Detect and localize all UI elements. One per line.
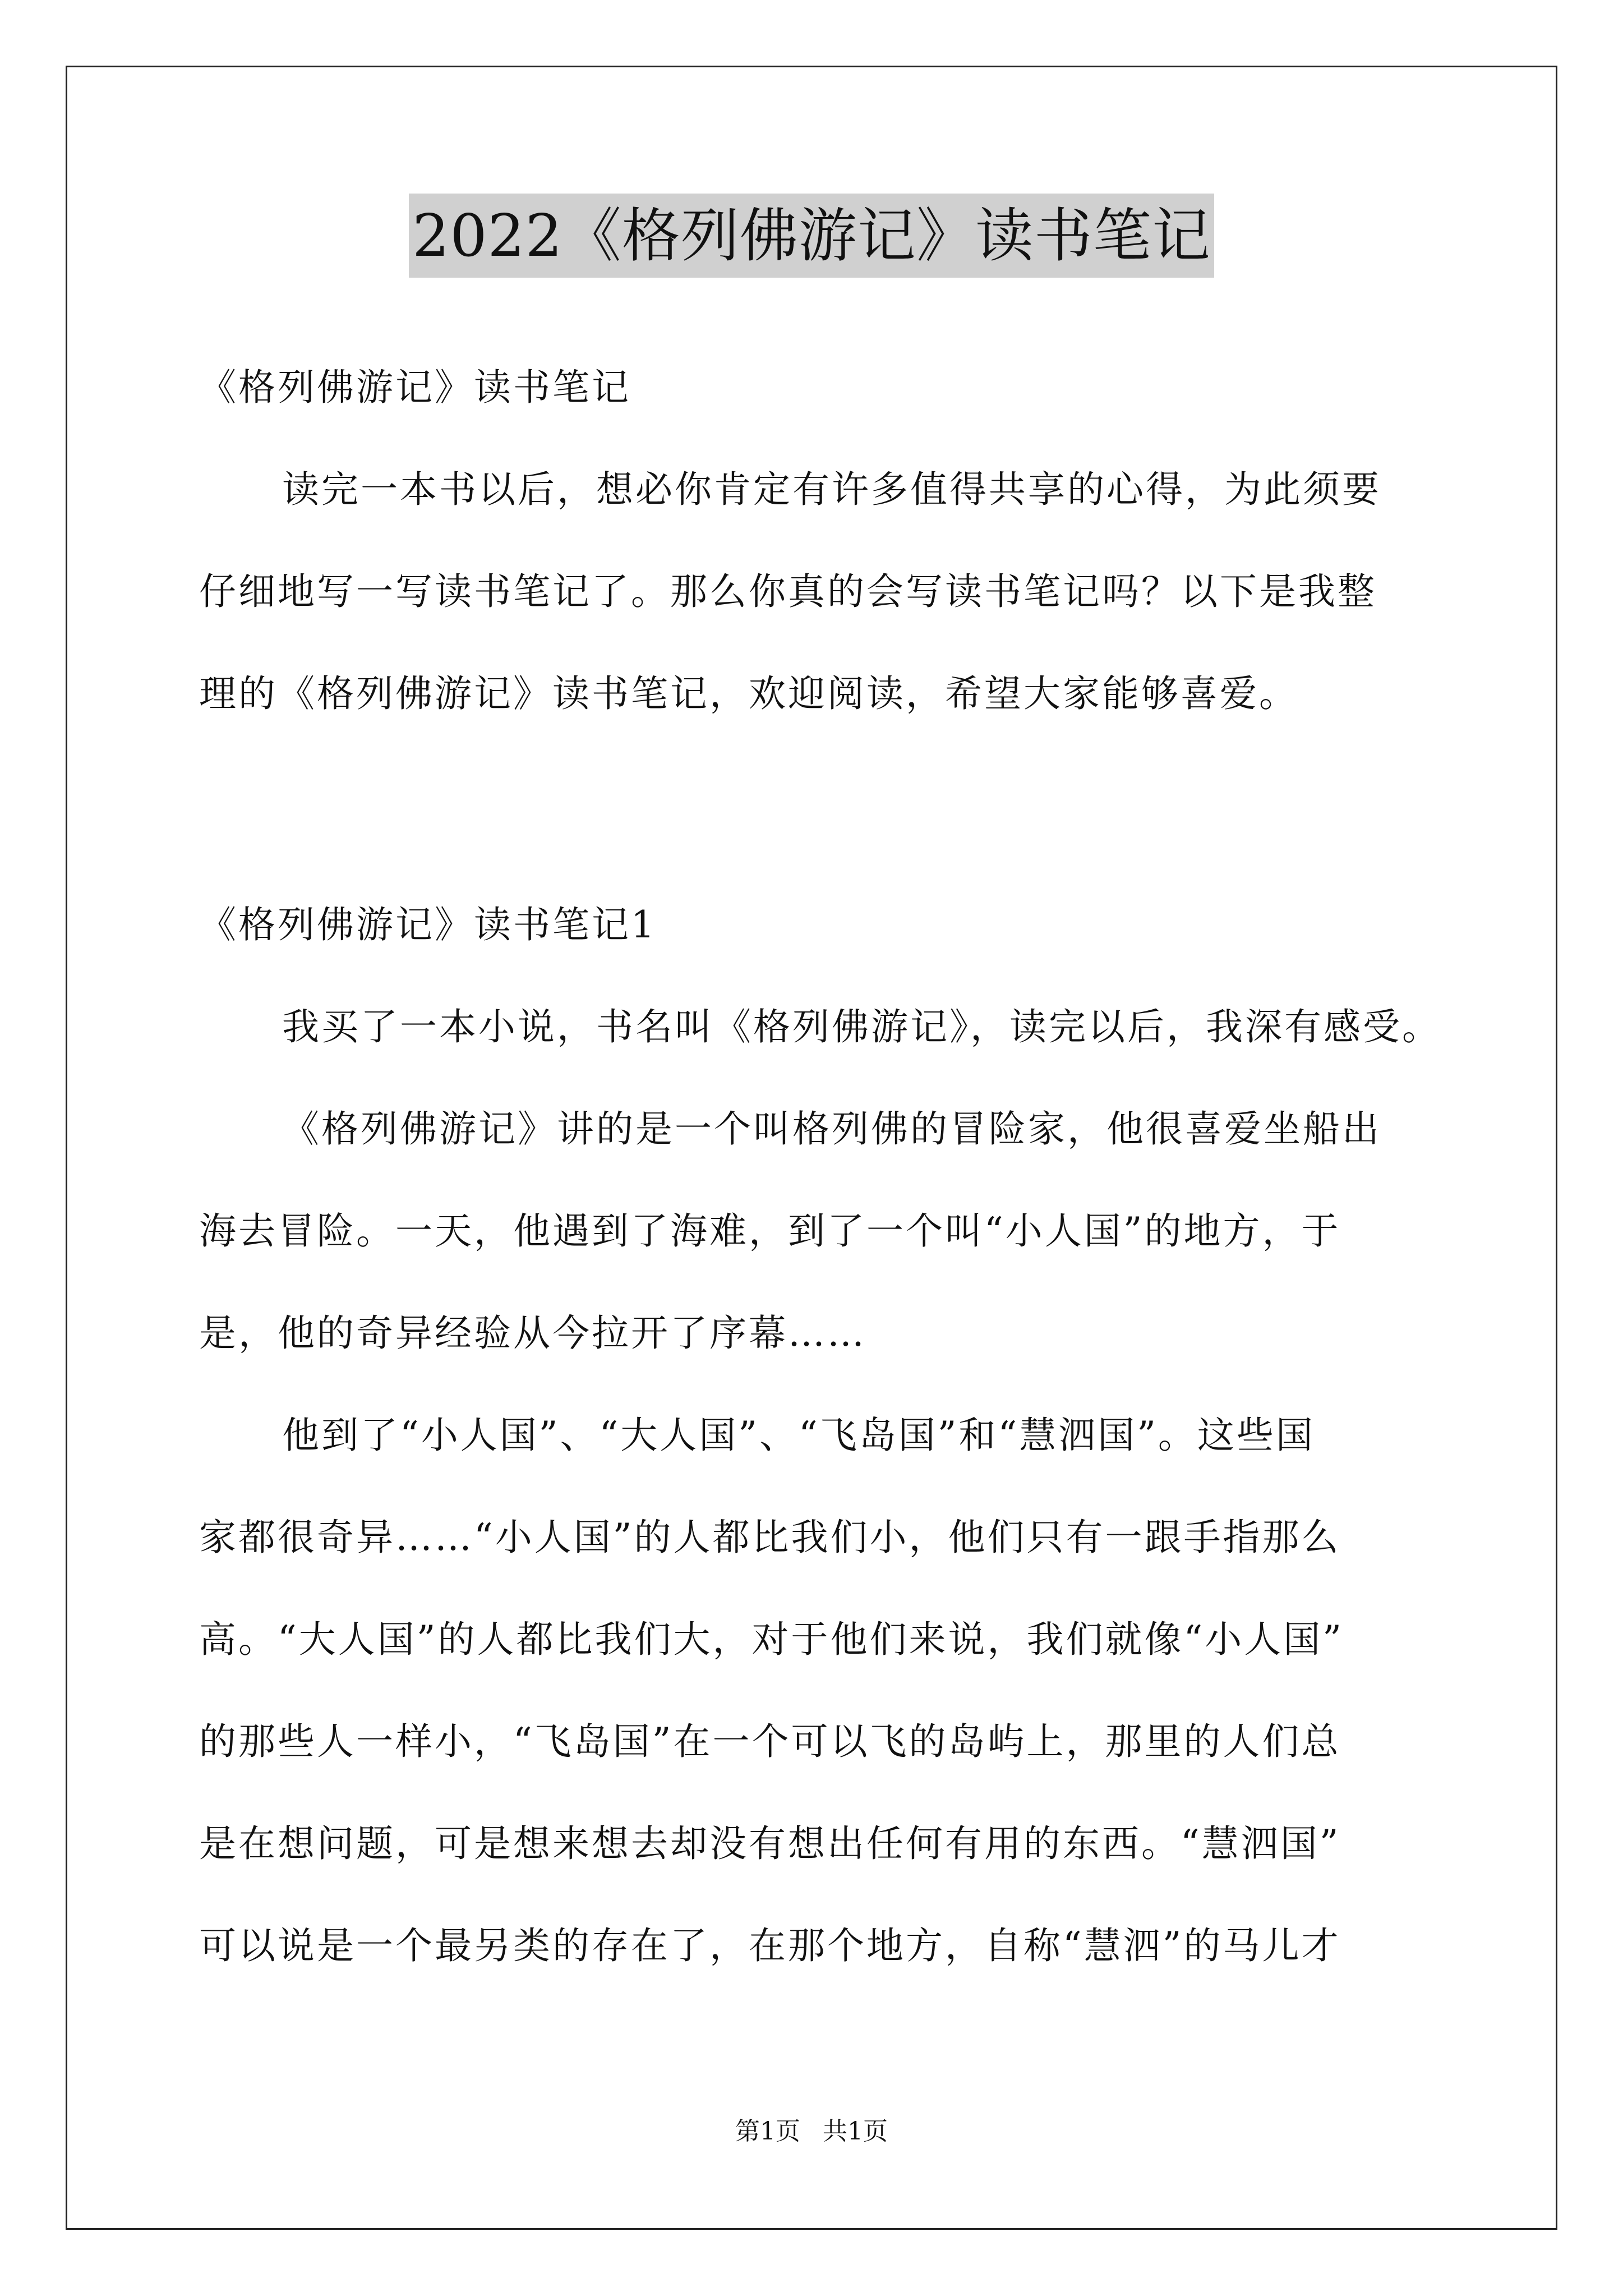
intro-line: 理的《格列佛游记》读书笔记，欢迎阅读，希望大家能够喜爱。	[199, 672, 1298, 715]
page-number-current: 第1页	[735, 2117, 800, 2146]
body-line: 家都很奇异……“小人国”的人都比我们小，他们只有一跟手指那么	[199, 1516, 1341, 1559]
body-line: 他到了“小人国”、“大人国”、“飞岛国”和“慧泗国”。这些国	[282, 1414, 1315, 1457]
body-line: 可以说是一个最另类的存在了，在那个地方，自称“慧泗”的马儿才	[199, 1924, 1341, 1967]
intro-line: 读完一本书以后，想必你肯定有许多值得共享的心得，为此须要	[282, 468, 1381, 511]
section-heading: 《格列佛游记》读书笔记1	[199, 903, 657, 946]
title-container	[0, 194, 1623, 278]
subtitle: 《格列佛游记》读书笔记	[199, 366, 631, 409]
body-line: 海去冒险。一天，他遇到了海难，到了一个叫“小人国”的地方，于	[199, 1209, 1341, 1253]
page-footer	[0, 2115, 1623, 2148]
body-line: 我买了一本小说，书名叫《格列佛游记》，读完以后，我深有感受。	[282, 1005, 1441, 1048]
page-number-total: 共1页	[823, 2117, 888, 2146]
intro-line: 仔细地写一写读书笔记了。那么你真的会写读书笔记吗？以下是我整	[199, 570, 1377, 613]
body-line: 《格列佛游记》讲的是一个叫格列佛的冒险家，他很喜爱坐船出	[282, 1107, 1381, 1151]
body-line: 高。“大人国”的人都比我们大，对于他们来说，我们就像“小人国”	[199, 1618, 1344, 1661]
document-title: 2022《格列佛游记》读书笔记	[409, 194, 1214, 278]
body-line: 的那些人一样小，“飞岛国”在一个可以飞的岛屿上，那里的人们总	[199, 1720, 1341, 1763]
document-body	[199, 337, 1444, 1997]
body-line: 是在想问题，可是想来想去却没有想出任何有用的东西。“慧泗国”	[199, 1822, 1341, 1865]
paragraph-gap	[199, 745, 1444, 874]
body-line: 是，他的奇异经验从今拉开了序幕……	[199, 1312, 866, 1355]
